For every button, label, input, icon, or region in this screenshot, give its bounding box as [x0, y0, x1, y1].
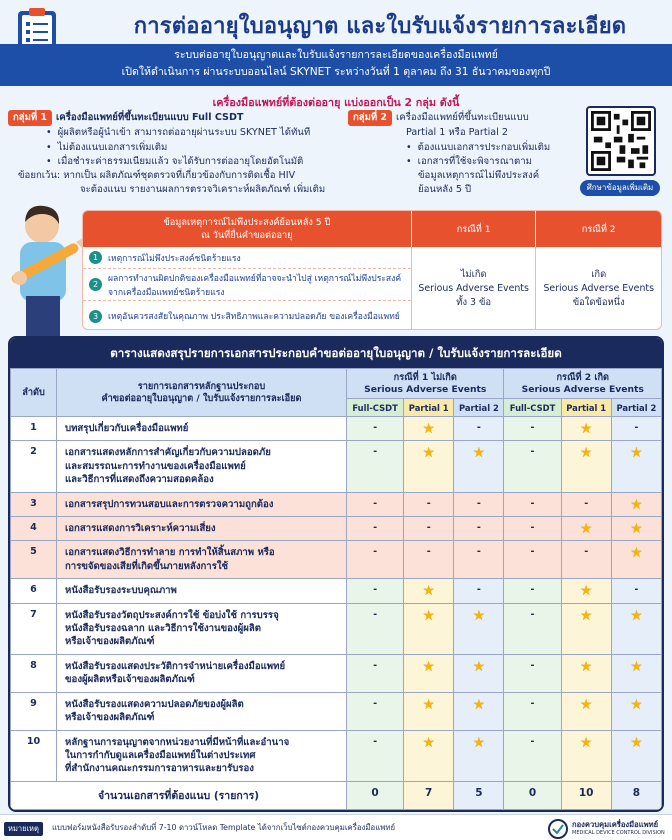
- table-title: ตารางแสดงสรุปรายการเอกสารประกอบคำขอต่ออายุใบอนุญาต / ใบรับแจ้งรายการละเอียด: [10, 338, 662, 368]
- total-cell: 0: [504, 781, 561, 809]
- group-2-section: [348, 110, 578, 198]
- required-star-icon: ★: [404, 730, 454, 781]
- required-star-icon: ★: [611, 492, 661, 516]
- group-2-cont-2: ย้อนหลัง 5 ปี: [418, 184, 472, 196]
- qr-code-icon: [591, 111, 651, 171]
- banner-line-2: เปิดให้ดำเนินการ ผ่านระบบออนไลน์ SKYNET ระหว่างวันที่ 1 ตุลาคม ถึง 31 ธันวาคมของทุกปี: [121, 66, 551, 78]
- required-star-icon: ★: [561, 417, 611, 441]
- condition-item: 1 เหตุการณ์ไม่พึงประสงค์ชนิดร้ายแรง: [83, 247, 411, 269]
- row-description: หนังสือรับรองแสดงประวัติการจำหน่ายเครื่องมือแพทย์ ของผู้ผลิตหรือเจ้าของผลิตภัณฑ์: [57, 654, 347, 692]
- conditions-table: [82, 210, 662, 330]
- not-required-cell: -: [504, 654, 561, 692]
- not-required-cell: -: [347, 579, 404, 603]
- total-cell: 5: [454, 781, 504, 809]
- not-required-cell: -: [347, 603, 404, 654]
- required-star-icon: ★: [611, 603, 661, 654]
- note-text: แบบฟอร์มหนังสือรับรองลำดับที่ 7-10 ดาวน์โหลด Template ได้จากเว็บไซต์กองควบคุมเครื่องมือแพทย์: [52, 823, 396, 832]
- table-row: [11, 441, 662, 492]
- group-1-bullet: • เมื่อชำระค่าธรรมเนียมแล้ว จะได้รับการต่ออายุโดยอัตโนมัติ: [46, 155, 348, 169]
- row-description: บทสรุปเกี่ยวกับเครื่องมือแพทย์: [57, 417, 347, 441]
- case1-header: กรณีที่ 1 ไม่เกิด Serious Adverse Events: [347, 369, 504, 399]
- not-required-cell: -: [504, 579, 561, 603]
- required-star-icon: ★: [611, 692, 661, 730]
- case1-result: ไม่เกิด Serious Adverse Events ทั้ง 3 ข้อ: [412, 247, 537, 330]
- sub-partial2: Partial 2: [611, 399, 661, 417]
- not-required-cell: -: [347, 654, 404, 692]
- required-star-icon: ★: [404, 441, 454, 492]
- required-star-icon: ★: [611, 441, 661, 492]
- footer: [0, 814, 672, 840]
- sub-partial1: Partial 1: [404, 399, 454, 417]
- required-star-icon: ★: [454, 603, 504, 654]
- not-required-cell: -: [504, 541, 561, 579]
- group-2-heading: เครื่องมือแพทย์ที่ขึ้นทะเบียนแบบ: [396, 112, 529, 123]
- required-star-icon: ★: [561, 517, 611, 541]
- row-number: 10: [11, 730, 57, 781]
- documents-summary-table: [8, 336, 664, 812]
- total-cell: 7: [404, 781, 454, 809]
- row-number: 4: [11, 517, 57, 541]
- col-desc-header: รายการเอกสารหลักฐานประกอบ คำขอต่ออายุใบอนุญาต / ใบรับแจ้งรายการละเอียด: [57, 369, 347, 417]
- group-2-tag: กลุ่มที่ 2: [348, 110, 392, 126]
- total-cell: 8: [611, 781, 661, 809]
- table-row: [11, 492, 662, 516]
- person-illustration: [6, 196, 88, 336]
- required-star-icon: ★: [404, 603, 454, 654]
- not-required-cell: -: [504, 417, 561, 441]
- required-star-icon: ★: [561, 692, 611, 730]
- total-cell: 10: [561, 781, 611, 809]
- row-number: 7: [11, 603, 57, 654]
- not-required-cell: -: [404, 517, 454, 541]
- row-number: 6: [11, 579, 57, 603]
- not-required-cell: -: [404, 541, 454, 579]
- not-required-cell: -: [504, 517, 561, 541]
- group-1-exception: ข้อยกเว้น: หากเป็น ผลิตภัณฑ์ชุดตรวจที่เกี่ยวข้องกับการติดเชื้อ HIV: [18, 170, 296, 182]
- row-description: หนังสือรับรองแสดงความปลอดภัยของผู้ผลิต หรือเจ้าของผลิตภัณฑ์: [57, 692, 347, 730]
- conditions-header-case2: กรณีที่ 2: [581, 223, 616, 235]
- group-1-bullet: • ผู้ผลิตหรือผู้นำเข้า สามารถต่ออายุผ่านระบบ SKYNET ได้ทันที: [46, 126, 348, 140]
- row-number: 5: [11, 541, 57, 579]
- not-required-cell: -: [611, 579, 661, 603]
- required-star-icon: ★: [454, 730, 504, 781]
- required-star-icon: ★: [561, 603, 611, 654]
- required-star-icon: ★: [454, 692, 504, 730]
- required-star-icon: ★: [404, 692, 454, 730]
- table-row: [11, 730, 662, 781]
- row-description: เอกสารแสดงหลักการสำคัญเกี่ยวกับความปลอดภัย และสมรรถนะการทำงานของเครื่องมือแพทย์ และวิธีการที่แสดงถึงความสอดคล้อง: [57, 441, 347, 492]
- required-star-icon: ★: [404, 654, 454, 692]
- not-required-cell: -: [347, 517, 404, 541]
- sub-full-csdt: Full-CSDT: [347, 399, 404, 417]
- not-required-cell: -: [561, 541, 611, 579]
- not-required-cell: -: [454, 541, 504, 579]
- not-required-cell: -: [347, 441, 404, 492]
- row-description: เอกสารสรุปการทวนสอบและการตรวจความถูกต้อง: [57, 492, 347, 516]
- note-tag: หมายเหตุ: [4, 822, 43, 836]
- total-cell: 0: [347, 781, 404, 809]
- learn-more-button[interactable]: ศึกษาข้อมูลเพิ่มเติม: [580, 180, 660, 196]
- not-required-cell: -: [611, 417, 661, 441]
- conditions-header-case1: กรณีที่ 1: [412, 211, 537, 247]
- table-row: [11, 541, 662, 579]
- qr-code[interactable]: [586, 106, 656, 176]
- table-row: [11, 579, 662, 603]
- row-number: 1: [11, 417, 57, 441]
- row-description: หนังสือรับรองวัตถุประสงค์การใช้ ข้อบ่งใช้ การบรรจุ หนังสือรับรองฉลาก และวิธีการใช้งานของผู้ผลิต หรือเจ้าของผลิตภัณฑ์: [57, 603, 347, 654]
- not-required-cell: -: [504, 441, 561, 492]
- total-row: [11, 781, 662, 809]
- required-star-icon: ★: [611, 730, 661, 781]
- group-1-section: [8, 110, 348, 198]
- condition-item: 2 ผลการทำงานผิดปกติของเครื่องมือแพทย์ที่อาจจะนำไปสู่ เหตุการณ์ไม่พึงประสงค์จากเครื่องมือแพทย์ชนิดร้ายแรง: [83, 269, 411, 301]
- group-2-subheading: Partial 1 หรือ Partial 2: [406, 127, 508, 139]
- row-number: 2: [11, 441, 57, 492]
- row-number: 9: [11, 692, 57, 730]
- not-required-cell: -: [404, 492, 454, 516]
- not-required-cell: -: [504, 603, 561, 654]
- group-1-tag: กลุ่มที่ 1: [8, 110, 52, 126]
- intro-banner: [0, 44, 672, 86]
- group-1-bullet: • ไม่ต้องแนบเอกสารเพิ่มเติม: [46, 141, 348, 155]
- sub-full-csdt: Full-CSDT: [504, 399, 561, 417]
- required-star-icon: ★: [611, 654, 661, 692]
- required-star-icon: ★: [404, 417, 454, 441]
- required-star-icon: ★: [561, 579, 611, 603]
- not-required-cell: -: [347, 417, 404, 441]
- table-row: [11, 517, 662, 541]
- required-star-icon: ★: [454, 654, 504, 692]
- row-number: 3: [11, 492, 57, 516]
- not-required-cell: -: [347, 492, 404, 516]
- agency-logo-icon: [548, 819, 568, 839]
- not-required-cell: -: [504, 692, 561, 730]
- table-row: [11, 417, 662, 441]
- group-1-exception-cont: จะต้องแนบ รายงานผลการตรวจวิเคราะห์ผลิตภัณฑ์ เพิ่มเติม: [80, 184, 326, 196]
- group-2-bullet: • ต้องแนบเอกสารประกอบเพิ่มเติม: [406, 141, 578, 155]
- table-row: [11, 654, 662, 692]
- not-required-cell: -: [504, 730, 561, 781]
- not-required-cell: -: [347, 730, 404, 781]
- required-star-icon: ★: [561, 441, 611, 492]
- groups-subheading: เครื่องมือแพทย์ที่ต้องต่ออายุ แบ่งออกเป็น 2 กลุ่ม ดังนี้: [212, 96, 460, 109]
- required-star-icon: ★: [561, 730, 611, 781]
- not-required-cell: -: [561, 492, 611, 516]
- table-row: [11, 692, 662, 730]
- conditions-header-criteria: ข้อมูลเหตุการณ์ไม่พึงประสงค์ย้อนหลัง 5 ปี ณ วันที่ยื่นคำขอต่ออายุ: [83, 211, 412, 247]
- not-required-cell: -: [454, 579, 504, 603]
- row-description: เอกสารแสดงการวิเคราะห์ความเสี่ยง: [57, 517, 347, 541]
- required-star-icon: ★: [561, 654, 611, 692]
- col-no-header: ลำดับ: [11, 369, 57, 417]
- required-star-icon: ★: [454, 441, 504, 492]
- row-description: เอกสารแสดงวิธีการทำลาย การทำให้สิ้นสภาพ หรือ การขจัดของเสียที่เกิดขึ้นภายหลังการใช้: [57, 541, 347, 579]
- required-star-icon: ★: [611, 541, 661, 579]
- not-required-cell: -: [454, 417, 504, 441]
- banner-line-1: ระบบต่ออายุใบอนุญาตและใบรับแจ้งรายการละเอียดของเครื่องมือแพทย์: [174, 49, 498, 61]
- not-required-cell: -: [347, 692, 404, 730]
- condition-item: 3 เหตุอันควรสงสัยในคุณภาพ ประสิทธิภาพและความปลอดภัย ของเครื่องมือแพทย์: [83, 301, 411, 330]
- case2-header: กรณีที่ 2 เกิด Serious Adverse Events: [504, 369, 662, 399]
- required-star-icon: ★: [611, 517, 661, 541]
- sub-partial1: Partial 1: [561, 399, 611, 417]
- not-required-cell: -: [347, 541, 404, 579]
- not-required-cell: -: [454, 492, 504, 516]
- agency-logo: กองควบคุมเครื่องมือแพทย์ MEDICAL DEVICE CONTROL DIVISION: [548, 818, 668, 840]
- row-description: หนังสือรับรองระบบคุณภาพ: [57, 579, 347, 603]
- page-title: การต่ออายุใบอนุญาต และใบรับแจ้งรายการละเอียด: [133, 14, 627, 39]
- table-row: [11, 603, 662, 654]
- group-2-bullet: • เอกสารที่ใช้จะพิจารณาตาม: [406, 155, 578, 169]
- required-star-icon: ★: [404, 579, 454, 603]
- row-number: 8: [11, 654, 57, 692]
- sub-partial2: Partial 2: [454, 399, 504, 417]
- not-required-cell: -: [504, 492, 561, 516]
- row-description: หลักฐานการอนุญาตจากหน่วยงานที่มีหน้าที่และอำนาจ ในการกำกับดูแลเครื่องมือแพทย์ในต่างประเทศ ที่สำนักงานคณะกรรมการอาหารและยารับรอง: [57, 730, 347, 781]
- not-required-cell: -: [454, 517, 504, 541]
- group-1-heading: เครื่องมือแพทย์ที่ขึ้นทะเบียนแบบ Full CSDT: [56, 112, 244, 123]
- total-label: จำนวนเอกสารที่ต้องแนบ (รายการ): [11, 781, 347, 809]
- case2-result: เกิด Serious Adverse Events ข้อใดข้อหนึ่ง: [543, 269, 654, 308]
- group-2-cont-1: ข้อมูลเหตุการณ์ไม่พึงประสงค์: [418, 170, 540, 182]
